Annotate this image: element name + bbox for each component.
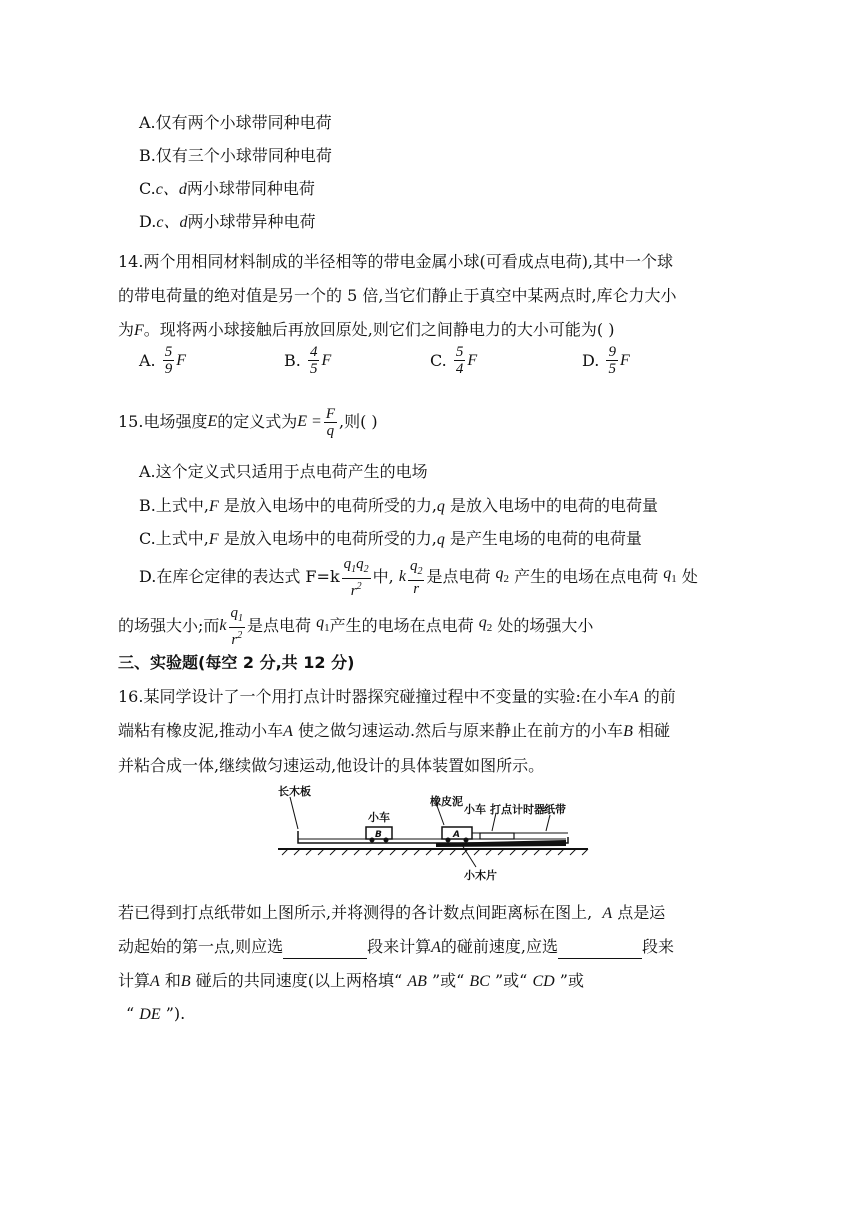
q14-line-2: 的带电荷量的绝对值是另一个的 5 倍,当它们静止于真空中某两点时,库仑力大小 [118,286,677,305]
label-block: 小木片 [464,869,497,882]
q16-line-6: 计算A 和B 碰后的共同速度(以上两格填“ AB ”或“ BC ”或“ CD ”或 [118,971,584,990]
coulomb-formula: $\frac{q_1q_2}{r^2}$ [343,555,369,599]
q13-option-d: D.c、d两小球带异种电荷 [139,212,316,231]
timer-body [480,833,514,839]
q14-line-3: 为F。现将两小球接触后再放回原处,则它们之间静电力的大小可能为( ) [118,320,615,339]
label-cart-b: B [375,830,382,840]
q13-option-a: A.仅有两个小球带同种电荷 [139,113,332,132]
q16-line-2: 端粘有橡皮泥,推动小车A 使之做匀速运动.然后与原来静止在前方的小车B 相碰 [118,721,670,740]
q15-option-d-cont: 的场强大小;而 k $\frac{q_1}{r^2}$ 是点电荷 $q_1$ 产生的电场在点电荷 $q_2$ 处的场强大小 [118,604,594,648]
section-3-heading: 三、实验题(每空 2 分,共 12 分) [118,653,355,672]
q15-option-c: C.上式中,F 是放入电场中的电荷所受的力,q 是产生电场的电荷的电荷量 [139,529,642,548]
label-cart-2: 小车 [464,803,486,816]
q14-option-d: D. $\frac{9}{5}$ F [582,344,630,377]
q14-option-a: A. $\frac{5}{9}$ F [139,344,187,377]
q13-option-c: C.c、d两小球带同种电荷 [139,179,315,198]
apparatus-diagram [276,783,591,883]
q14-option-b: B. $\frac{4}{5}$ F [284,344,332,377]
q16-line-4: 若已得到打点纸带如上图所示,并将测得的各计数点间距离标在图上, A 点是运 [118,903,666,922]
label-cart-a: A [453,830,460,840]
q16-line-1: 16.某同学设计了一个用打点计时器探究碰撞过程中不变量的实验:在小车A 的前 [118,687,676,706]
q14-option-c: C. $\frac{5}{4}$ F [430,344,478,377]
q14-line-1: 14.两个用相同材料制成的半径相等的带电金属小球(可看成点电荷),其中一个球 [118,252,674,271]
label-timer: 打点计时器 [490,803,545,816]
q15-stem: 15.电场强度 E 的定义式为 E = $\frac{F}{q}$ ,则( ) [118,405,378,439]
q16-line-7: “ DE ”). [126,1004,186,1023]
apparatus-figure [276,783,591,883]
q13-option-b: B.仅有三个小球带同种电荷 [139,146,332,165]
q15-option-b: B.上式中,F 是放入电场中的电荷所受的力,q 是放入电场中的电荷的电荷量 [139,496,659,515]
field-formula-q2: $\frac{q_2}{r}$ [409,557,423,597]
label-cart: 小车 [368,811,390,824]
answer-blank-2[interactable] [558,940,642,959]
q16-line-5: 动起始的第一点,则应选 段来计算A的碰前速度,应选 段来 [118,936,674,959]
q15-option-a: A.这个定义式只适用于点电荷产生的电场 [139,462,428,481]
answer-blank-1[interactable] [283,940,367,959]
q16-line-3: 并粘合成一体,继续做匀速运动,他设计的具体装置如图所示。 [118,756,545,775]
label-putty: 橡皮泥 [430,795,463,808]
field-formula-q1: $\frac{q_1}{r^2}$ [230,604,244,648]
label-tape: 纸带 [544,803,566,816]
q15-option-d: D.在库仑定律的表达式 F=k $\frac{q_1q_2}{r^2}$ 中, k $\frac{q_2}{r}$ 是点电荷 $q_2$ 产生的电场在点电荷 $q_1$ 处 [139,555,698,599]
wood-block [436,840,566,847]
label-board: 长木板 [278,785,311,798]
